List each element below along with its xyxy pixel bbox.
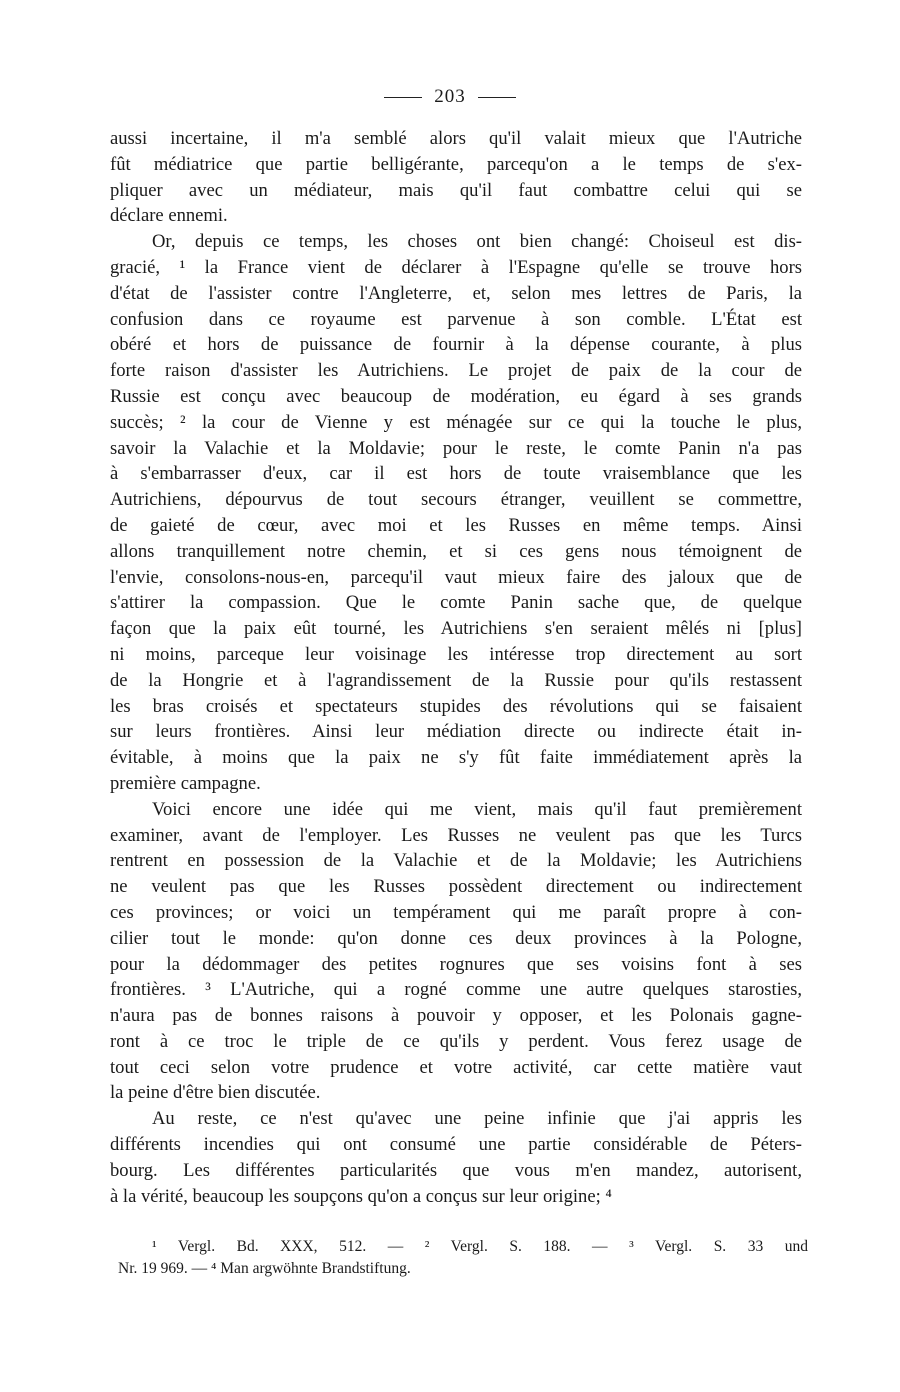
body-text xyxy=(110,126,802,1209)
text-line: s'attirer la compassion. Que le comte Panin sache que, de quelque xyxy=(110,592,802,614)
text-line: aussi incertaine, il m'a semblé alors qu'il valait mieux que l'Autriche xyxy=(110,128,802,149)
text-line: fût médiatrice que partie belligérante, parcequ'on a le temps de s'ex- xyxy=(110,153,802,175)
text-line: ces provinces; or voici un tempérament qui me paraît propre à con- xyxy=(110,901,802,923)
footnotes xyxy=(118,1236,808,1280)
page-header xyxy=(0,86,900,108)
text-line: de gaieté de cœur, avec moi et les Russes en même temps. Ainsi xyxy=(110,514,802,536)
text-line: confusion dans ce royaume est parvenue à son comble. L'État est xyxy=(110,308,802,330)
text-line: frontières. ³ L'Autriche, qui a rogné comme une autre quelques starosties, xyxy=(110,979,802,1001)
text-line: à s'embarrasser d'eux, car il est hors de toute vraisemblance que les xyxy=(110,463,802,485)
text-line: première campagne. xyxy=(110,772,261,794)
text-line: évitable, à moins que la paix ne s'y fût faite immédiatement après la xyxy=(110,747,802,769)
text-line: ne veulent pas que les Russes possèdent directement ou indirectement xyxy=(110,876,802,898)
text-line: sur leurs frontières. Ainsi leur médiation directe ou indirecte était in- xyxy=(110,721,802,743)
text-line: de la Hongrie et à l'agrandissement de la Russie pour qu'ils restassent xyxy=(110,669,802,691)
footnote-line: Nr. 19 969. — ⁴ Man argwöhnte Brandstiftung. xyxy=(118,1260,411,1277)
text-line: d'état de l'assister contre l'Angleterre, et, selon mes lettres de Paris, la xyxy=(110,282,802,304)
footnote-line: ¹ Vergl. Bd. XXX, 512. — ² Vergl. S. 188. — ³ Vergl. S. 33 und xyxy=(152,1238,808,1255)
text-line: ni moins, parceque leur voisinage les intéresse trop directement au sort xyxy=(110,643,802,665)
text-line: Russie est conçu avec beaucoup de modération, eu égard à ses grands xyxy=(110,385,802,407)
text-line: différents incendies qui ont consumé une partie considérable de Péters- xyxy=(110,1134,802,1156)
text-line: façon que la paix eût tourné, les Autrichiens s'en seraient mêlés ni [plus] xyxy=(110,618,802,640)
text-line: les bras croisés et spectateurs stupides des révolutions qui se faisaient xyxy=(110,695,802,717)
text-line: gracié, ¹ la France vient de déclarer à l'Espagne qu'elle se trouve hors xyxy=(110,256,802,278)
text-line: bourg. Les différentes particularités que vous m'en mandez, autorisent, xyxy=(110,1159,802,1181)
text-line: Voici encore une idée qui me vient, mais qu'il faut premièrement xyxy=(152,798,802,820)
text-line: la peine d'être bien discutée. xyxy=(110,1082,321,1104)
text-line: l'envie, consolons-nous-en, parcequ'il vaut mieux faire des jaloux que de xyxy=(110,566,802,588)
text-line: rentrent en possession de la Valachie et de la Moldavie; les Autrichiens xyxy=(110,850,802,872)
text-line: Autrichiens, dépourvus de tout secours étranger, veuillent se commettre, xyxy=(110,489,802,511)
text-line: succès; ² la cour de Vienne y est ménagée sur ce qui la touche le plus, xyxy=(110,411,802,433)
text-line: Au reste, ce n'est qu'avec une peine infinie que j'ai appris les xyxy=(152,1108,802,1130)
text-line: forte raison d'assister les Autrichiens. Le projet de paix de la cour de xyxy=(110,360,802,382)
text-line: pliquer avec un médiateur, mais qu'il faut combattre celui qui se xyxy=(110,179,802,201)
text-line: ront à ce troc le triple de ce qu'ils y perdent. Vous ferez usage de xyxy=(110,1030,802,1052)
text-line: Or, depuis ce temps, les choses ont bien changé: Choiseul est dis- xyxy=(152,231,802,253)
text-line: à la vérité, beaucoup les soupçons qu'on a conçus sur leur origine; ⁴ xyxy=(110,1185,612,1207)
text-line: allons tranquillement notre chemin, et si ces gens nous témoignent de xyxy=(110,540,802,562)
text-line: cilier tout le monde: qu'on donne ces deux provinces à la Pologne, xyxy=(110,927,802,949)
text-line: examiner, avant de l'employer. Les Russes ne veulent pas que les Turcs xyxy=(110,824,802,846)
text-line: n'aura pas de bonnes raisons à pouvoir y opposer, et les Polonais gagne- xyxy=(110,1005,802,1027)
page-number: 203 xyxy=(434,86,466,107)
text-line: déclare ennemi. xyxy=(110,205,228,227)
text-line: obéré et hors de puissance de fournir à la dépense courante, à plus xyxy=(110,334,802,356)
text-line: pour la dédommager des petites rognures que ses voisins font à ses xyxy=(110,953,802,975)
header-rule-right xyxy=(478,97,516,98)
header-rule-left xyxy=(384,97,422,98)
text-line: tout ceci selon votre prudence et votre activité, car cette matière vaut xyxy=(110,1056,802,1078)
text-line: savoir la Valachie et la Moldavie; pour le reste, le comte Panin n'a pas xyxy=(110,437,802,459)
